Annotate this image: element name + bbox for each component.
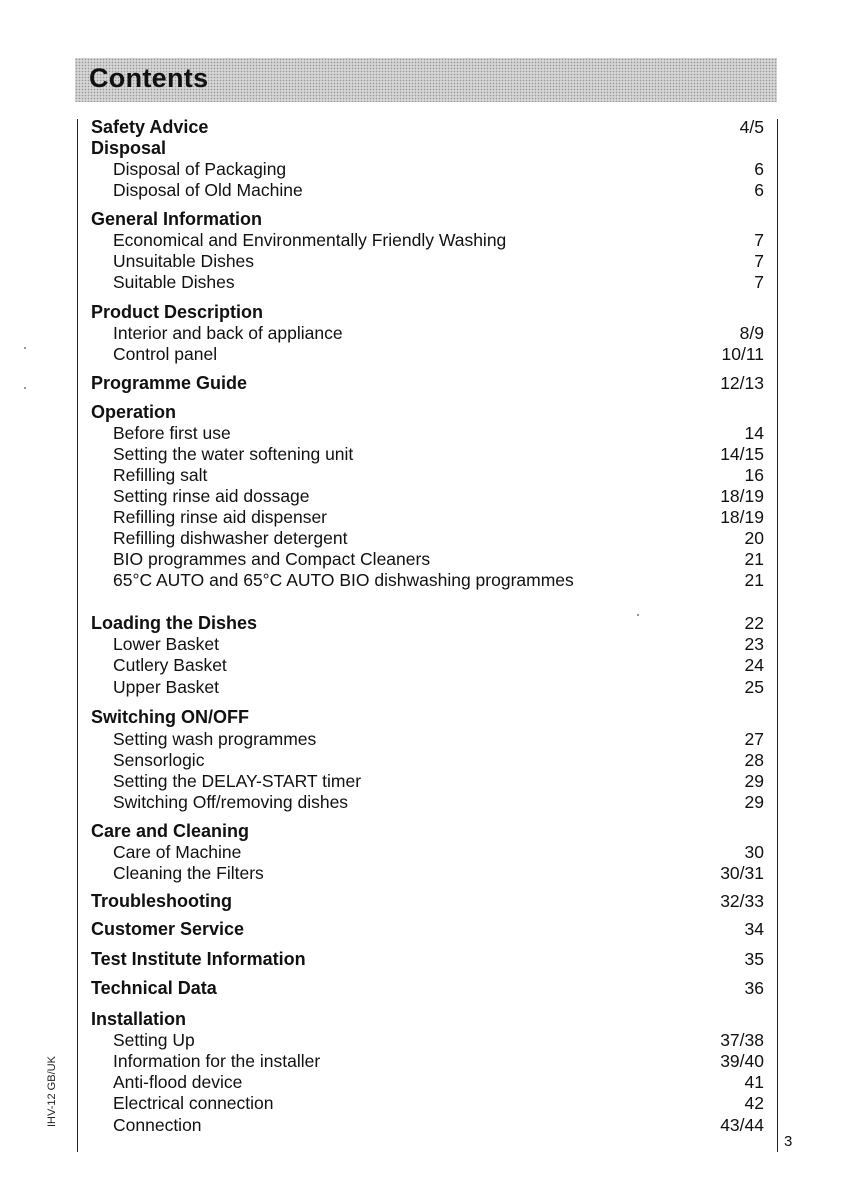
toc-section [91, 372, 764, 394]
toc-page-number: 30/31 [720, 863, 764, 883]
toc-label: Switching Off/removing dishes [113, 792, 349, 812]
toc-label: Setting the water softening unit [113, 444, 354, 464]
toc-page-number: 20 [744, 528, 764, 548]
toc-item [91, 548, 764, 570]
toc-item [91, 676, 764, 698]
toc-label: Economical and Environmentally Friendly Washing [113, 230, 507, 250]
toc-page-number: 16 [744, 465, 764, 485]
toc-item [91, 1029, 764, 1051]
toc-item [91, 841, 764, 863]
toc-page-number: 27 [744, 729, 764, 749]
toc-item [91, 229, 764, 251]
toc-page-number: 41 [744, 1072, 764, 1092]
toc-item [91, 1050, 764, 1072]
toc-page-number: 7 [754, 230, 764, 250]
toc-section [91, 1008, 764, 1030]
toc-label: Customer Service [91, 919, 245, 939]
right-margin-rule [777, 119, 778, 1152]
page-title: Contents [89, 63, 209, 93]
toc-label: Refilling rinse aid dispenser [113, 507, 327, 527]
toc-item [91, 569, 764, 591]
toc-section [91, 137, 764, 159]
toc-page-number: 42 [744, 1093, 764, 1113]
toc-page-number: 10/11 [721, 344, 764, 364]
toc-label: Setting the DELAY-START timer [113, 771, 362, 791]
toc-label: Test Institute Information [91, 949, 306, 969]
toc-item [91, 343, 764, 365]
toc-label: Sensorlogic [113, 750, 205, 770]
toc-label: 65°C AUTO and 65°C AUTO BIO dishwashing programmes [113, 570, 574, 590]
toc-item [91, 250, 764, 272]
toc-page-number: 24 [744, 655, 764, 675]
toc-label: Lower Basket [113, 634, 220, 654]
toc-page-number: 18/19 [720, 507, 764, 527]
toc-label: Setting Up [113, 1030, 195, 1050]
toc-section [91, 977, 764, 999]
toc-label: Setting wash programmes [113, 729, 317, 749]
toc-section [91, 820, 764, 842]
toc-page-number: 29 [744, 771, 764, 791]
toc-label: Connection [113, 1115, 202, 1135]
toc-item [91, 1092, 764, 1114]
toc-label: Cutlery Basket [113, 655, 227, 675]
toc-label: Interior and back of appliance [113, 323, 343, 343]
toc-item [91, 485, 764, 507]
contents-banner [75, 58, 777, 102]
toc-page-number: 18/19 [720, 486, 764, 506]
toc-page-number: 4/5 [739, 117, 764, 137]
toc-label: BIO programmes and Compact Cleaners [113, 549, 431, 569]
toc-page-number: 21 [744, 570, 764, 590]
toc-section [91, 948, 764, 970]
toc-item [91, 527, 764, 549]
toc-label: Disposal of Packaging [113, 159, 287, 179]
toc-item [91, 654, 764, 676]
toc-label: Technical Data [91, 978, 217, 998]
toc-item [91, 506, 764, 528]
toc-item [91, 464, 764, 486]
toc-page-number: 7 [754, 272, 764, 292]
toc-page-number: 39/40 [720, 1051, 764, 1071]
toc-label: Care and Cleaning [91, 821, 250, 841]
toc-label: Product Description [91, 302, 264, 322]
left-margin-rule [77, 119, 78, 1152]
toc-label: Troubleshooting [91, 891, 232, 911]
document-code: IHV-12 GB/UK [46, 1056, 58, 1127]
toc-label: Programme Guide [91, 373, 248, 393]
toc-page-number: 8/9 [739, 323, 764, 343]
toc-label: Installation [91, 1009, 187, 1029]
toc-page-number: 32/33 [720, 891, 764, 911]
toc-section [91, 208, 764, 230]
toc-section [91, 706, 764, 728]
toc-item [91, 443, 764, 465]
toc-page-number: 6 [754, 180, 764, 200]
toc-page-number: 25 [744, 677, 764, 697]
toc-label: Disposal [91, 138, 167, 158]
stray-mark [637, 614, 639, 616]
toc-page-number: 21 [744, 549, 764, 569]
toc-page-number: 30 [744, 842, 764, 862]
toc-page-number: 23 [744, 634, 764, 654]
toc-page-number: 14/15 [720, 444, 764, 464]
toc-item [91, 271, 764, 293]
stray-mark [24, 347, 26, 349]
toc-page-number: 36 [744, 978, 764, 998]
toc-page-number: 14 [744, 423, 764, 443]
toc-label: Before first use [113, 423, 231, 443]
toc-item [91, 179, 764, 201]
toc-item [91, 770, 764, 792]
toc-item [91, 422, 764, 444]
toc-page-number: 12/13 [720, 373, 764, 393]
toc-page-number: 7 [754, 251, 764, 271]
toc-item [91, 791, 764, 813]
toc-label: Switching ON/OFF [91, 707, 249, 727]
toc-label: Upper Basket [113, 677, 220, 697]
toc-item [91, 1071, 764, 1093]
toc-label: Electrical connection [113, 1093, 274, 1113]
toc-item [91, 1114, 764, 1136]
toc-item [91, 633, 764, 655]
toc-page-number: 22 [744, 613, 764, 633]
toc-item [91, 158, 764, 180]
toc-page-number: 28 [744, 750, 764, 770]
toc-page-number: 6 [754, 159, 764, 179]
toc-label: Operation [91, 402, 177, 422]
toc-page-number: 43/44 [720, 1115, 764, 1135]
toc-label: Safety Advice [91, 117, 209, 137]
toc-label: Loading the Dishes [91, 613, 258, 633]
toc-item [91, 322, 764, 344]
page-number: 3 [784, 1133, 793, 1150]
toc-page-number: 35 [744, 949, 764, 969]
toc-label: Setting rinse aid dossage [113, 486, 310, 506]
toc-label: Refilling dishwasher detergent [113, 528, 348, 548]
toc-section [91, 890, 764, 912]
toc-section [91, 918, 764, 940]
toc-label: Information for the installer [113, 1051, 321, 1071]
toc-label: Control panel [113, 344, 218, 364]
toc-item [91, 728, 764, 750]
toc-label: Disposal of Old Machine [113, 180, 303, 200]
toc-label: Cleaning the Filters [113, 863, 264, 883]
toc-label: General Information [91, 209, 263, 229]
toc-page-number: 37/38 [720, 1030, 764, 1050]
toc-section [91, 301, 764, 323]
toc-page-number: 29 [744, 792, 764, 812]
toc-label: Unsuitable Dishes [113, 251, 255, 271]
toc-page-number: 34 [744, 919, 764, 939]
toc-item [91, 862, 764, 884]
toc-item [91, 749, 764, 771]
toc-section [91, 116, 764, 138]
toc-label: Care of Machine [113, 842, 242, 862]
toc-section [91, 401, 764, 423]
toc-label: Suitable Dishes [113, 272, 235, 292]
toc-section [91, 612, 764, 634]
toc-label: Anti-flood device [113, 1072, 243, 1092]
toc-label: Refilling salt [113, 465, 208, 485]
stray-mark [24, 387, 26, 389]
